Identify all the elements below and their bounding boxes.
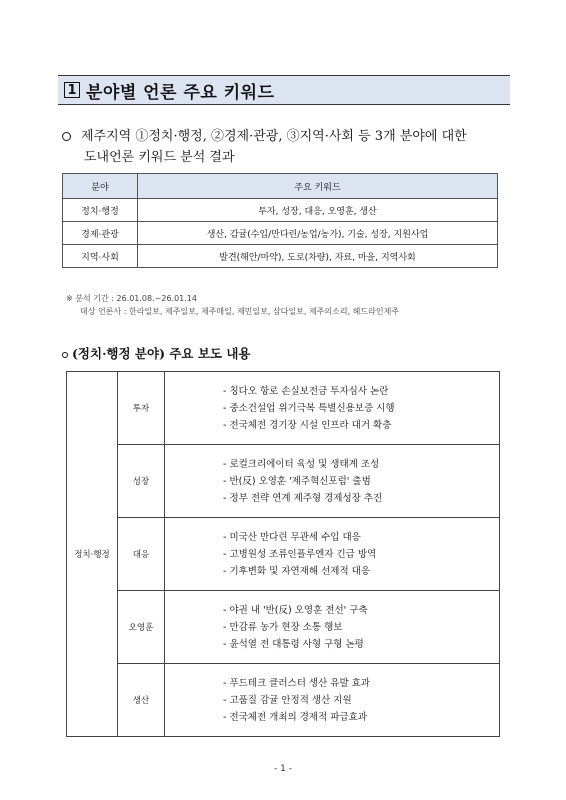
table-row xyxy=(63,245,498,268)
list-item: - 고품질 감귤 안정적 생산 지원 xyxy=(223,694,352,706)
list-item: - 미국산 만다린 무관세 수입 대응 xyxy=(223,531,361,543)
row-keywords: 생산, 감귤(수입/만다린/농업/농가), 기술, 성장, 지원사업 xyxy=(138,222,498,245)
row-category: 경제·관광 xyxy=(63,222,138,245)
sub-heading xyxy=(62,344,251,362)
table-row xyxy=(67,664,500,737)
keyword-cell: 성장 xyxy=(118,445,165,518)
list-item: - 고병원성 조류인플루엔자 긴급 방역 xyxy=(223,548,377,560)
list-item: - 정부 전략 연계 제주형 경제성장 추진 xyxy=(223,492,383,504)
analysis-note xyxy=(66,292,399,318)
table-row xyxy=(67,591,500,664)
list-item: - 로컬크리에이터 육성 및 생태계 조성 xyxy=(223,458,380,470)
list-item: - 칭다오 항로 손실보전금 투자심사 논란 xyxy=(223,385,389,397)
section-header xyxy=(58,75,510,105)
bullet-circle-icon xyxy=(62,132,71,141)
report-table xyxy=(66,371,500,737)
list-item: - 전국체전 개최의 경제적 파급효과 xyxy=(223,711,367,723)
table-row xyxy=(67,372,500,445)
table-row xyxy=(67,518,500,591)
header-category: 분야 xyxy=(63,174,138,199)
items-cell xyxy=(165,372,500,445)
items-cell xyxy=(165,664,500,737)
intro-line-1: 제주지역 ①정치·행정, ②경제·관광, ③지역·사회 등 3개 분야에 대한 xyxy=(81,129,467,144)
items-cell xyxy=(165,518,500,591)
header-keywords: 주요 키워드 xyxy=(138,174,498,199)
list-item: - 푸드테크 클러스터 생산 유발 효과 xyxy=(223,677,371,689)
note-media: 대상 언론사 : 한라일보, 제주일보, 제주매일, 제민일보, 삼다일보, 제주의소리, 헤드라인제주 xyxy=(80,307,400,316)
intro-paragraph xyxy=(62,126,522,168)
list-item: - 만감류 농가 현장 소통 행보 xyxy=(223,621,343,633)
items-cell xyxy=(165,591,500,664)
list-item: - 야권 내 '반(反) 오영훈 전선' 구축 xyxy=(223,604,368,616)
list-item: - 중소건설업 위기극복 특별신용보증 시행 xyxy=(223,402,395,414)
row-keywords: 투자, 성장, 대응, 오영훈, 생산 xyxy=(138,199,498,222)
list-item: - 윤석열 전 대통령 사형 구형 논평 xyxy=(223,638,364,650)
intro-line-2: 도내언론 키워드 분석 결과 xyxy=(84,150,235,165)
keyword-table xyxy=(62,173,498,268)
row-category: 지역·사회 xyxy=(63,245,138,268)
section-title: 분야별 언론 주요 키워드 xyxy=(86,82,275,103)
keyword-table-header xyxy=(63,174,498,199)
bullet-circle-icon xyxy=(62,352,68,358)
items-cell xyxy=(165,445,500,518)
list-item: - 반(反) 오영훈 '제주혁신포럼' 출범 xyxy=(223,475,371,487)
list-item: - 기후변화 및 자연재해 선제적 대응 xyxy=(223,565,371,577)
page-number: - 1 - xyxy=(274,764,292,774)
keyword-cell: 오영훈 xyxy=(118,591,165,664)
sub-heading-text: (정치·행정 분야) 주요 보도 내용 xyxy=(72,346,251,361)
keyword-cell: 대응 xyxy=(118,518,165,591)
table-row xyxy=(63,222,498,245)
table-row xyxy=(67,445,500,518)
table-row xyxy=(63,199,498,222)
list-item: - 전국체전 경기장 시설 인프라 대거 확충 xyxy=(223,419,392,431)
keyword-cell: 투자 xyxy=(118,372,165,445)
section-number: 1 xyxy=(64,82,80,98)
keyword-cell: 생산 xyxy=(118,664,165,737)
note-period: ※ 분석 기간 : 26.01.08.~26.01.14 xyxy=(66,294,197,303)
sector-cell: 정치·행정 xyxy=(67,372,118,737)
row-keywords: 발견(해안/마약), 도로(차량), 자료, 마을, 지역사회 xyxy=(138,245,498,268)
row-category: 정치·행정 xyxy=(63,199,138,222)
